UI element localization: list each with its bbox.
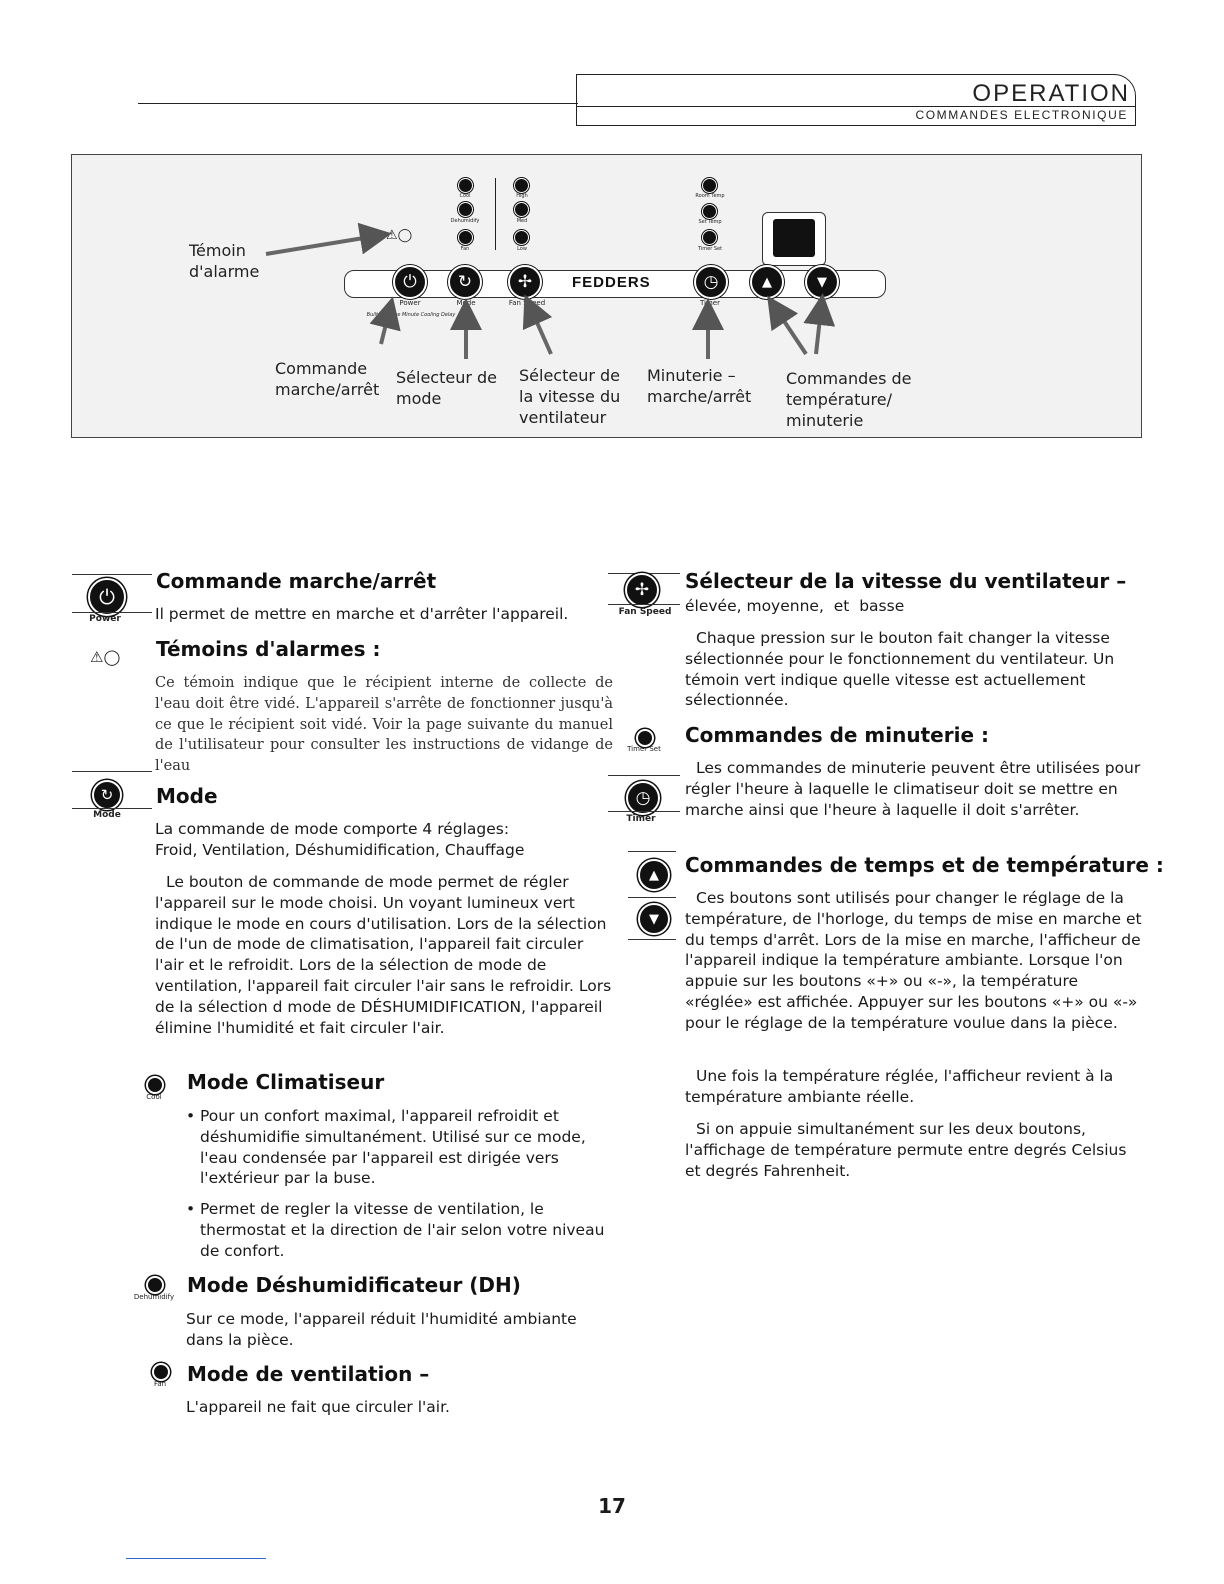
alarm-text: Ce témoin indique que le récipient interne de collecte de l'eau doit être vidé. L'appareil s'arrête de fonctionner jusqu'à ce que le récipient soit vidé. Voir la page suivante du manuel de l'utilisateur pour consulter les instructions de vidange de l'eau [155,675,613,775]
led-caption: Cool [459,193,471,199]
delay-note: Built-in Three Minute Cooling Delay [366,312,456,318]
cool-caption: Cool [146,1093,162,1101]
mode-intro: La commande de mode comporte 4 réglages: Froid, Ventilation, Déshumidification, Chauffage [155,820,525,859]
cool-bullets [186,1106,616,1262]
mode-label: Sélecteur de mode [396,368,498,408]
button-caption: Mode [456,299,476,307]
power-text: Il permet de mettre en marche et d'arrêter l'appareil. [155,605,569,623]
rule [72,808,152,809]
temp-text-2: Une fois la température réglée, l'afficheur revient à la température ambiante réelle. [685,1067,1114,1106]
fan-heading: Mode de ventilation – [187,1362,430,1386]
mode-icon: ↻ [92,780,122,810]
alarm-label: Témoin d'alarme [189,241,260,281]
temp-heading: Commandes de temps et de température : [685,853,1164,877]
cool-heading: Mode Climatiseur [187,1070,385,1094]
rule [628,939,676,940]
cool-bullet: • Pour un confort maximal, l'appareil refroidit et déshumidifie simultanément. Utilisé sur ce mode, l'eau condensée par l'appareil est dirigée vers l'extérieur par la buse. [186,1106,616,1189]
rule [628,851,676,852]
page-number: 17 [598,1494,626,1518]
temp-text-3: Si on appuie simultanément sur les deux boutons, l'affichage de température permute entre degrés Celsius et degrés Fahrenheit. [685,1120,1127,1180]
led-caption: Med [516,218,528,224]
fan-speed-subtitle: élevée, moyenne, et basse [685,597,905,615]
timer-icon: ◷ [626,781,660,815]
temp-label: Commandes de température/ minuterie [786,369,912,430]
header-rule [138,103,578,104]
led-caption: Fan [460,246,470,252]
fan-led-icon [152,1363,170,1381]
mode-heading: Mode [156,784,218,808]
rule [628,897,676,898]
fan-speed-button-icon[interactable]: ✢ [508,265,542,299]
cool-led-icon [146,1076,164,1094]
timer-caption: Timer [626,814,656,824]
mode-caption: Mode [93,810,121,820]
button-caption: Timer [699,299,720,307]
timer-text: Les commandes de minuterie peuvent être utilisées pour régler l'heure à laquelle le climatiseur doit se mettre en marche ainsi que l'heure à laquelle il doit s'arrêter. [685,759,1141,819]
button-caption: Power [399,299,421,307]
rule [72,771,152,772]
temp-down-button-icon[interactable]: ▼ [805,265,839,299]
power-caption: Power [89,614,121,624]
fan-label: Sélecteur de la vitesse du ventilateur [519,366,621,427]
alarm-icon: ⚠◯ [386,228,413,243]
led-caption: Room Temp [695,193,725,199]
header-subtitle: COMMANDES ELECTRONIQUE [915,108,1128,122]
rule [608,811,680,812]
timer-set-caption: Timer Set [627,745,661,753]
rule [72,612,152,613]
dehumidify-heading: Mode Déshumidificateur (DH) [187,1273,521,1297]
temp-text-1: Ces boutons sont utilisés pour changer le réglage de la température, de l'horloge, du temps de mise en marche et du temps d'arrêt. Lors de la mise en marche, l'afficheur de l'appareil indique la température ambiante. Lorsque l'on appuie sur les boutons «+» ou «-», la température «réglée» est affichée. Appuyer sur les boutons «+» ou «-» pour le réglage de la température voulue dans la pièce. [685,889,1142,1032]
fan-text: L'appareil ne fait que circuler l'air. [186,1398,450,1416]
rule [608,604,680,605]
timer-button-icon[interactable]: ◷ [694,265,728,299]
temp-up-button-icon[interactable]: ▲ [750,265,784,299]
fan-speed-icon: ✢ [625,573,659,607]
alarm-icon: ⚠◯ [90,648,121,666]
dehumidify-led-icon [146,1276,164,1294]
rule [608,775,680,776]
footer-rule [126,1558,266,1559]
button-caption: Fan Speed [508,299,546,307]
power-heading: Commande marche/arrêt [156,569,437,593]
led-caption: Set Temp [698,219,722,225]
timer-label: Minuterie – marche/arrêt [647,366,752,406]
power-icon: ⏻ [88,578,126,616]
mode-text: Le bouton de commande de mode permet de régler l'appareil sur le mode choisi. Un voyant lumineux vert indique le mode en cours d'utilisation. Lors de la sélection de l'un de mode de climatisation, l'appareil fait circuler l'air et le refroidit. Lors de la sélection de mode de ventilation, l'appareil fait circuler l'air sans le refroidir. Lors de la sélection d mode de DÉSHUMIDIFICATION, l'appareil élimine l'humidité et fait circuler l'air. [155,873,612,1037]
temp-down-icon: ▼ [638,903,670,935]
fan-speed-text: Chaque pression sur le bouton fait changer la vitesse sélectionnée pour le fonctionnement du ventilateur. Un témoin vert indique quelle vitesse est actuellement sélectionnée. [685,629,1115,710]
header-title: OPERATION [972,80,1130,107]
alarm-heading: Témoins d'alarmes : [156,637,381,661]
fan-caption: Fan [153,1380,167,1388]
fan-speed-heading: Sélecteur de la vitesse du ventilateur – [685,569,1127,593]
brand-logo: FEDDERS [572,274,651,291]
rule [72,574,152,575]
timer-heading: Commandes de minuterie : [685,723,989,747]
led-caption: Low [517,246,527,252]
power-button-icon[interactable]: ⏻ [393,265,427,299]
led-caption: Timer Set [697,246,723,252]
cool-bullet: • Permet de regler la vitesse de ventilation, le thermostat et la direction de l'air selon votre niveau de confort. [186,1199,616,1261]
mode-button-icon[interactable]: ↻ [448,265,482,299]
dehumidify-caption: Dehumidify [133,1293,175,1301]
temp-up-icon: ▲ [638,859,670,891]
power-label: Commande marche/arrêt [275,359,380,399]
dehumidify-text: Sur ce mode, l'appareil réduit l'humidité ambiante dans la pièce. [186,1310,577,1349]
fan-speed-caption: Fan Speed [618,607,672,617]
led-caption: High [516,193,528,199]
led-caption: Dehumidify [450,218,480,224]
